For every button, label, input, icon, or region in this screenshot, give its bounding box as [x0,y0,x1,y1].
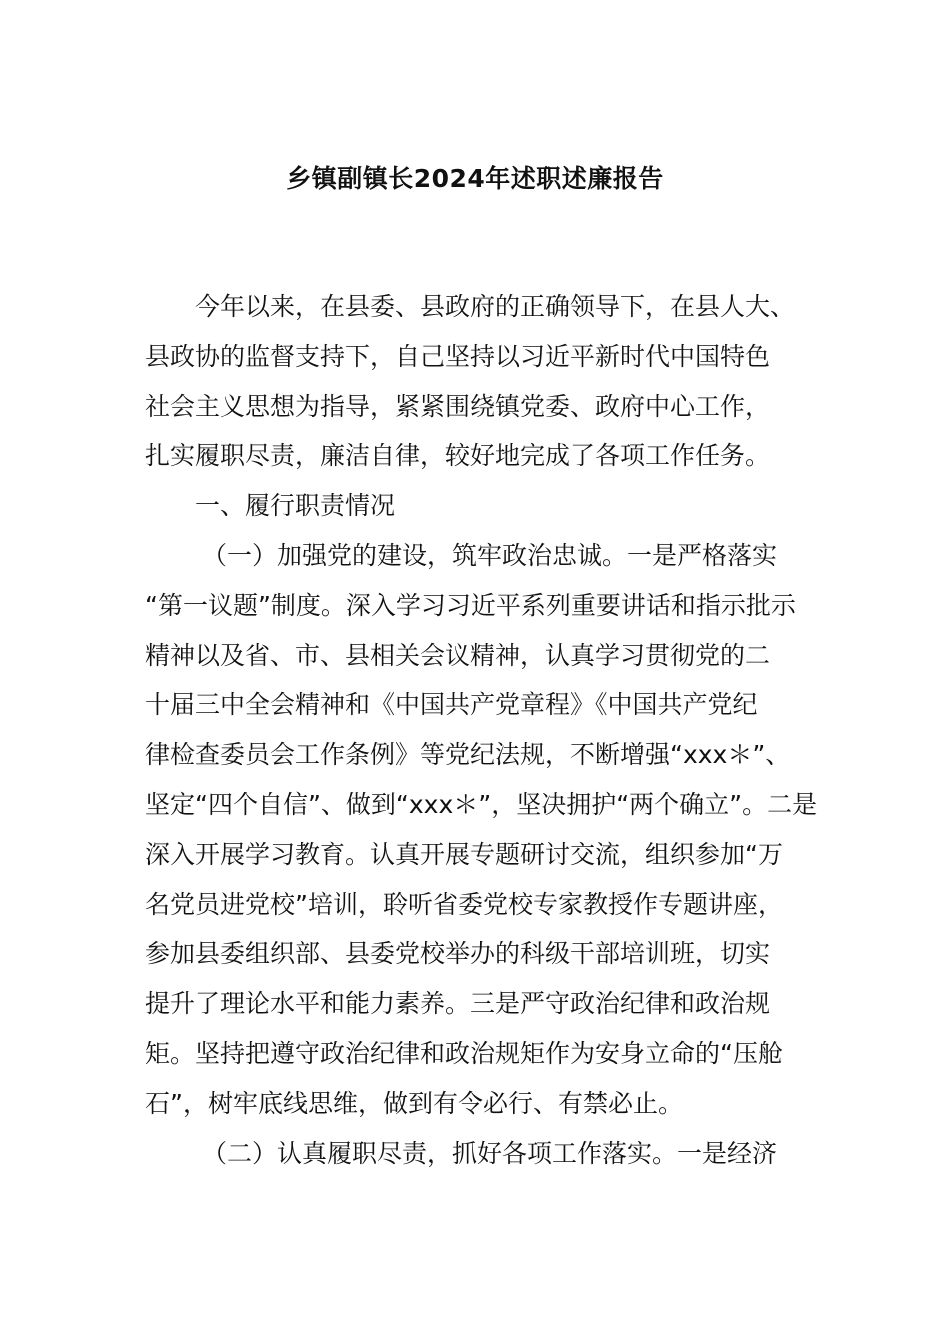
paragraph-line: “第一议题”制度。深入学习习近平系列重要讲话和指示批示 [145,590,796,620]
paragraph-line: 县政协的监督支持下，自己坚持以习近平新时代中国特色 [145,341,771,371]
document-title: 乡镇副镇长2024年述职述廉报告 [286,164,664,193]
paragraph-line: 十届三中全会精神和《中国共产党章程》《中国共产党纪 [145,690,758,720]
paragraph-line: 石”，树牢底线思维，做到有令必行、有禁必止。 [145,1088,683,1118]
paragraph-line: 律检查委员会工作条例》等党纪法规，不断增强“xxx＊”、 [145,740,791,770]
paragraph-line: 名党员进党校”培训，聆听省委党校专家教授作专题讲座， [145,889,783,919]
subsection-heading-line: （一）加强党的建设，筑牢政治忠诚。一是严格落实 [202,540,778,570]
paragraph-line: 提升了理论水平和能力素养。三是严守政治纪律和政治规 [145,989,771,1019]
paragraph-line: 矩。坚持把遵守政治纪律和政治规矩作为安身立命的“压舱 [145,1038,783,1068]
paragraph-line: 扎实履职尽责，廉洁自律，较好地完成了各项工作任务。 [145,441,771,471]
paragraph-line: 参加县委组织部、县委党校举办的科级干部培训班，切实 [145,939,771,969]
paragraph-line: 精神以及省、市、县相关会议精神，认真学习贯彻党的二 [145,640,771,670]
paragraph-line: 今年以来，在县委、县政府的正确领导下，在县人大、 [195,292,796,321]
document-body [145,282,835,1178]
paragraph-line: 坚定“四个自信”、做到“xxx＊”，坚决拥护“两个确立”。二是 [145,789,818,819]
section-heading: 一、履行职责情况 [195,491,396,521]
paragraph-line: 社会主义思想为指导，紧紧围绕镇党委、政府中心工作， [145,391,771,421]
subsection-heading-line: （二）认真履职尽责，抓好各项工作落实。一是经济 [202,1138,778,1168]
paragraph-line: 深入开展学习教育。认真开展专题研讨交流，组织参加“万 [145,839,783,869]
